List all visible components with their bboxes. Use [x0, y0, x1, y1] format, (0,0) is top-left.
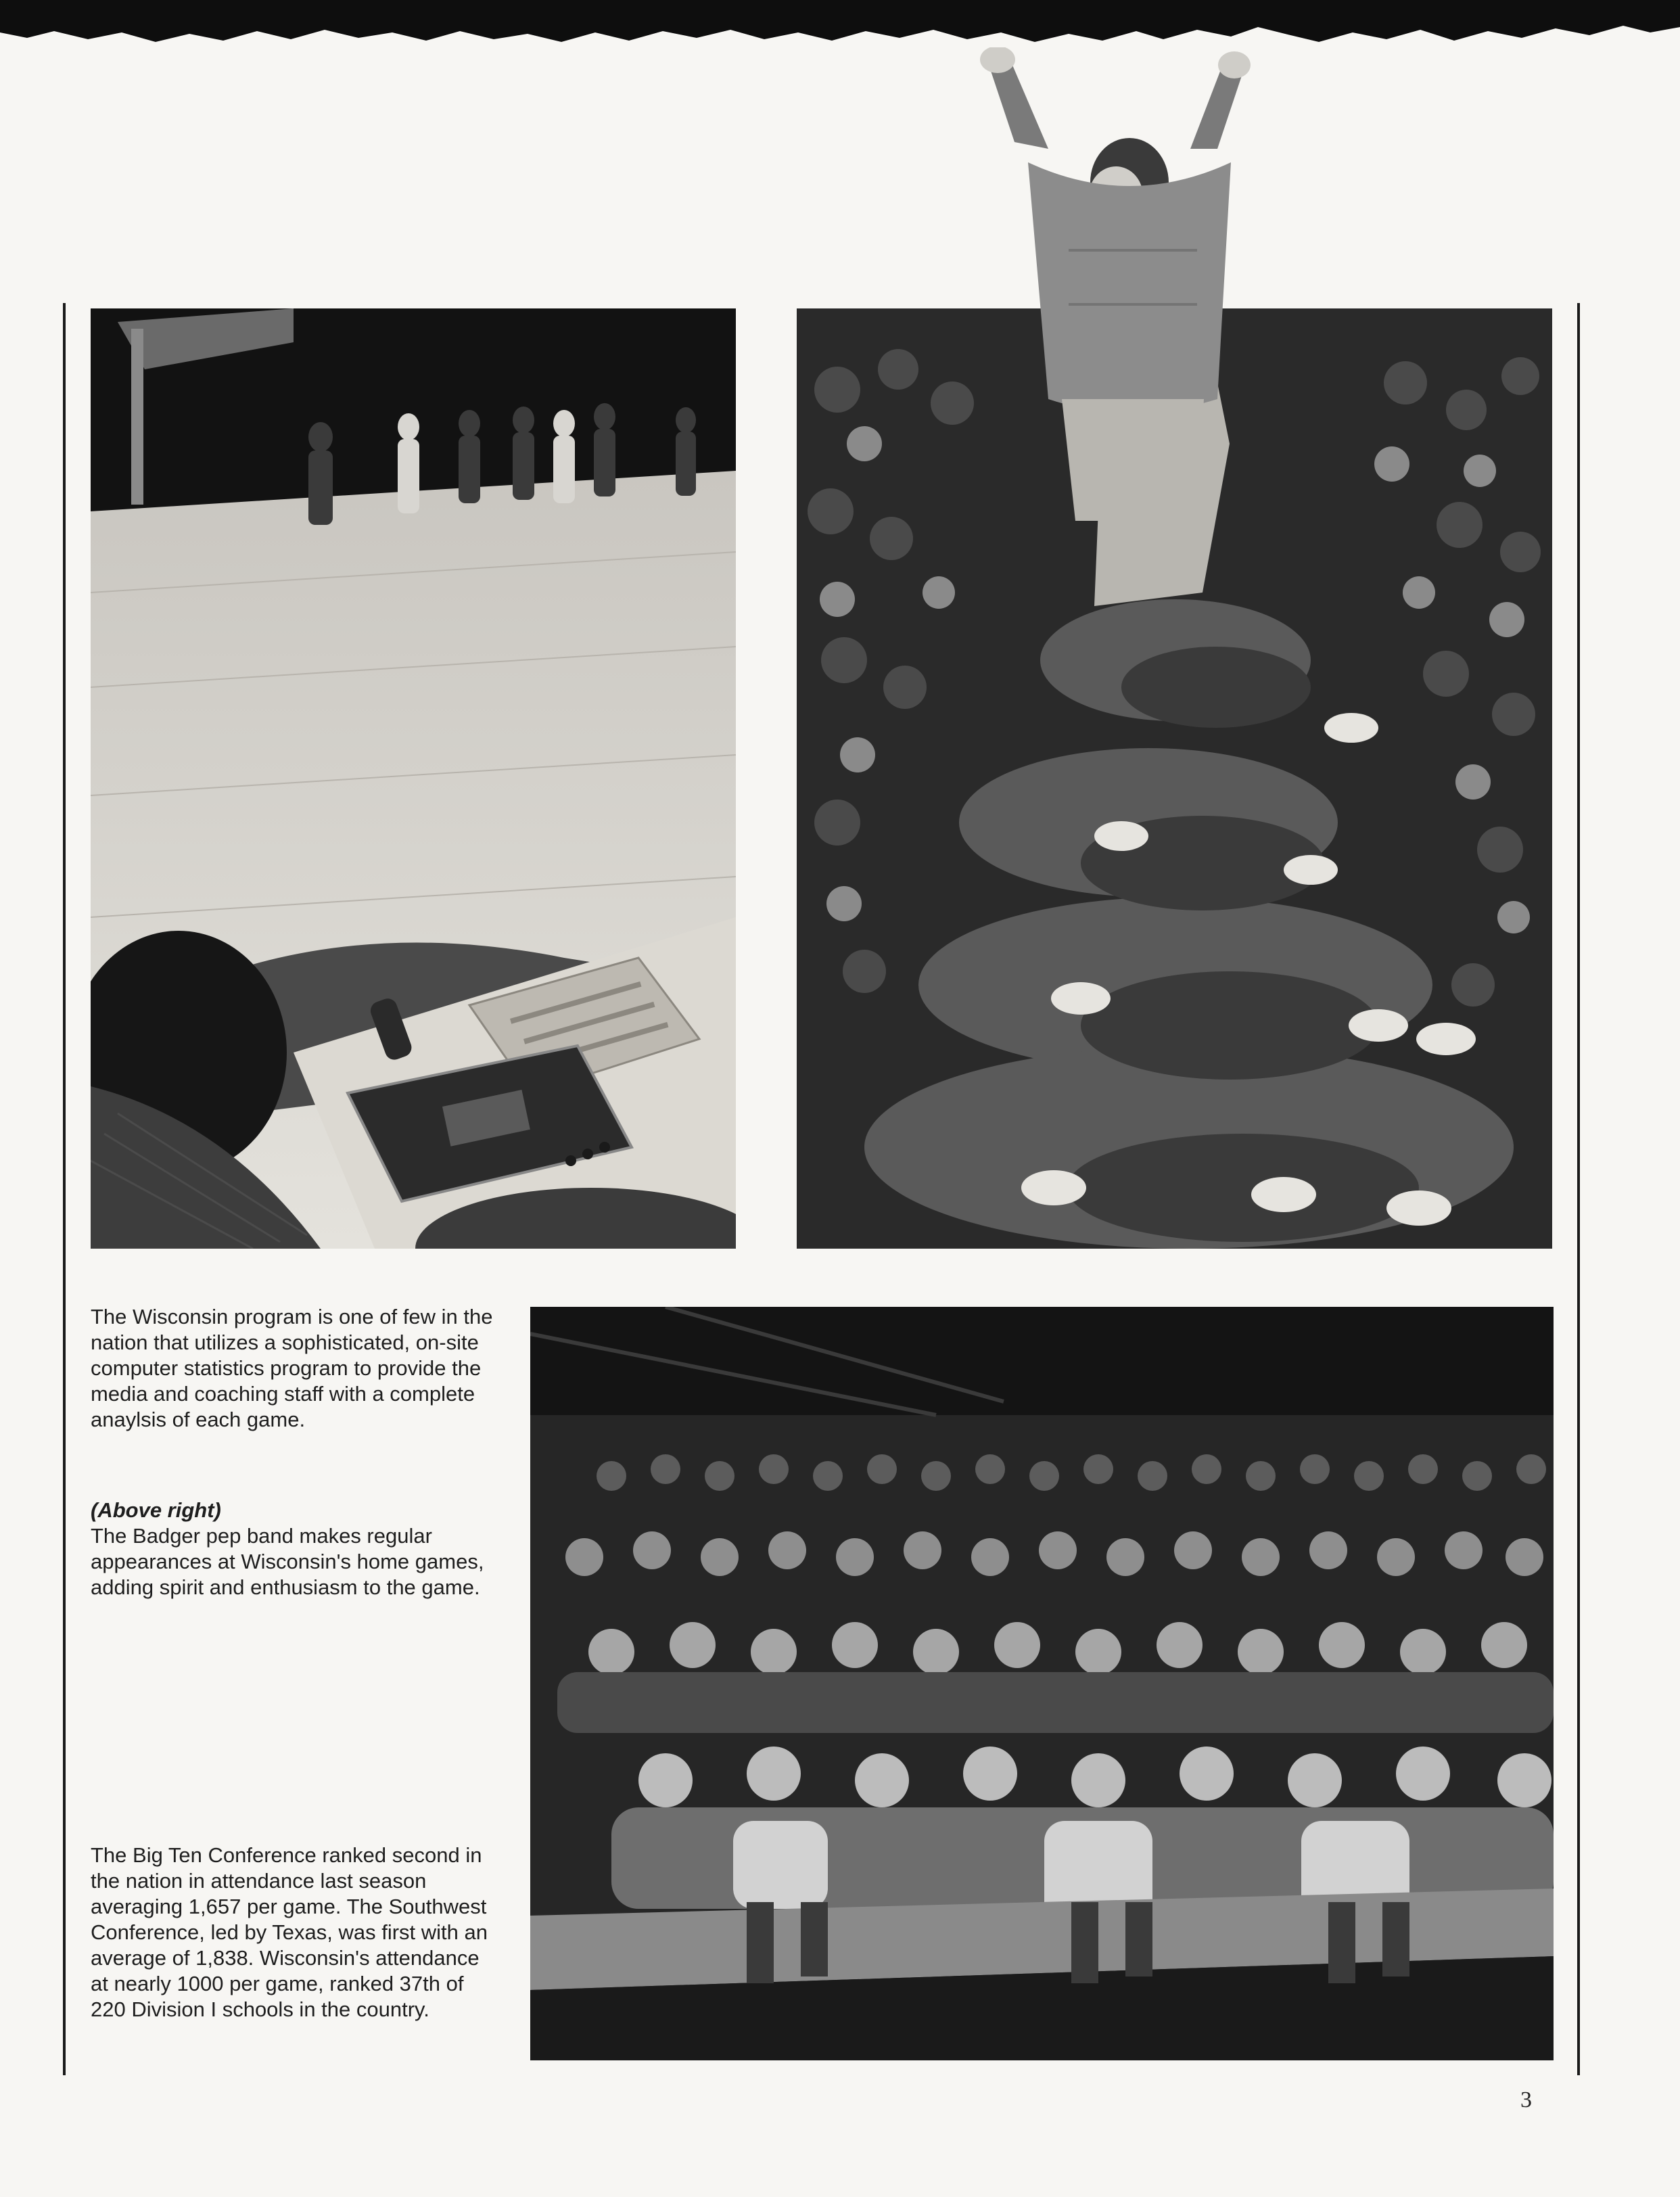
photo-courtside-computer: [91, 308, 736, 1249]
photo-crowd-bleachers: [530, 1307, 1554, 2060]
page-number: 3: [1520, 2087, 1532, 2112]
caption-attendance: The Big Ten Conference ranked second in the nation in attendance last season averaging 1,657 per game. The Southwest Conference, led by Texas, was first with an average of 1,838. Wisconsin's attendance at nearly 1000 per game, ranked 37th of 220 Division I schools in the country.: [91, 1843, 488, 2021]
right-vertical-rule: [1577, 303, 1580, 2075]
left-vertical-rule: [63, 303, 66, 2075]
caption-above-right-heading: (Above right): [91, 1498, 221, 1522]
photo-climber-cutout: [974, 47, 1258, 521]
torn-paper-edge: [0, 0, 1680, 74]
caption-computer-statistics: The Wisconsin program is one of few in the nation that utilizes a sophisticated, on-site computer statistics program to provide the media and coaching staff with a complete anaylsis of each game.: [91, 1305, 493, 1431]
caption-pep-band: The Badger pep band makes regular appearances at Wisconsin's home games, adding spirit and enthusiasm to the game.: [91, 1524, 484, 1599]
